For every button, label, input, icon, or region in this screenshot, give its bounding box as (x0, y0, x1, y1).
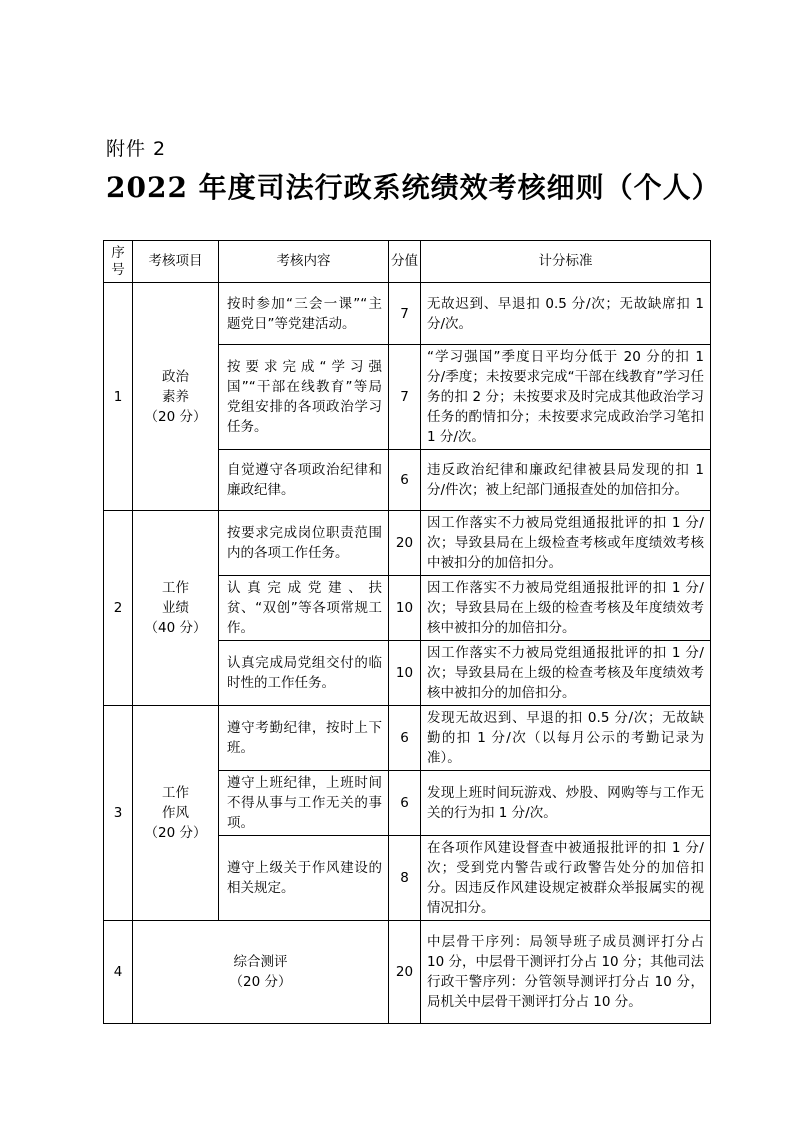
item-content: 遵守上级关于作风建设的相关规定。 (219, 836, 389, 921)
item-criteria: 因工作落实不力被局党组通报批评的扣 1 分/次；导致县局在上级检查考核或年度绩效考核中被扣分的加倍扣分。 (421, 511, 711, 576)
category-name: 工作业绩 (162, 580, 189, 616)
category-score: （20 分） (229, 974, 292, 990)
section-category (133, 283, 219, 511)
item-content: 按时参加“三会一课”“主题党日”等党建活动。 (219, 283, 389, 345)
table-header-row (104, 241, 711, 283)
item-criteria: 无故迟到、早退扣 0.5 分/次；无故缺席扣 1 分/次。 (421, 283, 711, 345)
item-content: 认真完成党建、扶贫、“双创”等各项常规工作。 (219, 576, 389, 641)
item-criteria: 在各项作风建设督查中被通报批评的扣 1 分/次；受到党内警告或行政警告处分的加倍扣分。因违反作风建设规定被群众举报属实的视情况扣分。 (421, 836, 711, 921)
assessment-table (103, 240, 711, 1024)
section-category (133, 511, 219, 706)
item-content: 遵守考勤纪律，按时上下班。 (219, 706, 389, 771)
category-score: （40 分） (144, 620, 207, 636)
item-score: 10 (389, 641, 421, 706)
item-criteria: 发现上班时间玩游戏、炒股、网购等与工作无关的行为扣 1 分/次。 (421, 771, 711, 836)
table-row (104, 511, 711, 576)
item-score: 7 (389, 283, 421, 345)
header-criteria: 计分标准 (421, 241, 711, 283)
item-criteria: 因工作落实不力被局党组通报批评的扣 1 分/次；导致县局在上级的检查考核及年度绩效考核中被扣分的加倍扣分。 (421, 576, 711, 641)
table-row (104, 921, 711, 1024)
item-content: 遵守上班纪律，上班时间不得从事与工作无关的事项。 (219, 771, 389, 836)
header-category: 考核项目 (133, 241, 219, 283)
item-score: 7 (389, 345, 421, 450)
item-score: 8 (389, 836, 421, 921)
section-category (133, 706, 219, 921)
section-number: 1 (104, 283, 133, 511)
item-score: 10 (389, 576, 421, 641)
section-number: 2 (104, 511, 133, 706)
item-criteria: “学习强国”季度日平均分低于 20 分的扣 1 分/季度；未按要求完成“干部在线教育”学习任务的扣 2 分；未按要求及时完成其他政治学习任务的酌情扣分；未按要求完成政治学习笔扣 1 分/次。 (421, 345, 711, 450)
category-score: （20 分） (144, 408, 207, 425)
item-criteria: 中层骨干序列：局领导班子成员测评打分占 10 分，中层骨干测评打分占 10 分；其他司法行政干警序列：分管领导测评打分占 10 分，局机关中层骨干测评打分占 10 分。 (421, 921, 711, 1024)
category-name: 综合测评 (233, 954, 288, 970)
document-title: 2022 年度司法行政系统绩效考核细则（个人） (106, 171, 721, 204)
item-criteria: 违反政治纪律和廉政纪律被县局发现的扣 1 分/件次；被上纪部门通报查处的加倍扣分。 (421, 450, 711, 511)
item-content: 按要求完成“学习强国”“干部在线教育”等局党组安排的各项政治学习任务。 (219, 345, 389, 450)
item-score: 6 (389, 771, 421, 836)
header-no: 序号 (104, 241, 133, 283)
item-content: 按要求完成岗位职责范围内的各项工作任务。 (219, 511, 389, 576)
header-score: 分值 (389, 241, 421, 283)
category-score: （20 分） (144, 825, 207, 841)
section-category (133, 921, 389, 1024)
table-row (104, 706, 711, 771)
item-criteria: 发现无故迟到、早退的扣 0.5 分/次；无故缺勤的扣 1 分/次（以每月公示的考勤记录为准）。 (421, 706, 711, 771)
section-number: 3 (104, 706, 133, 921)
item-score: 20 (389, 921, 421, 1024)
item-content: 自觉遵守各项政治纪律和廉政纪律。 (219, 450, 389, 511)
attachment-label: 附件 2 (106, 138, 167, 160)
category-name: 政治素养 (162, 368, 189, 405)
item-criteria: 因工作落实不力被局党组通报批评的扣 1 分/次；导致县局在上级的检查考核及年度绩效考核中被扣分的加倍扣分。 (421, 641, 711, 706)
table-row (104, 283, 711, 345)
item-score: 6 (389, 450, 421, 511)
item-content: 认真完成局党组交付的临时性的工作任务。 (219, 641, 389, 706)
header-content: 考核内容 (219, 241, 389, 283)
item-score: 20 (389, 511, 421, 576)
item-score: 6 (389, 706, 421, 771)
category-name: 工作作风 (162, 785, 189, 821)
section-number: 4 (104, 921, 133, 1024)
